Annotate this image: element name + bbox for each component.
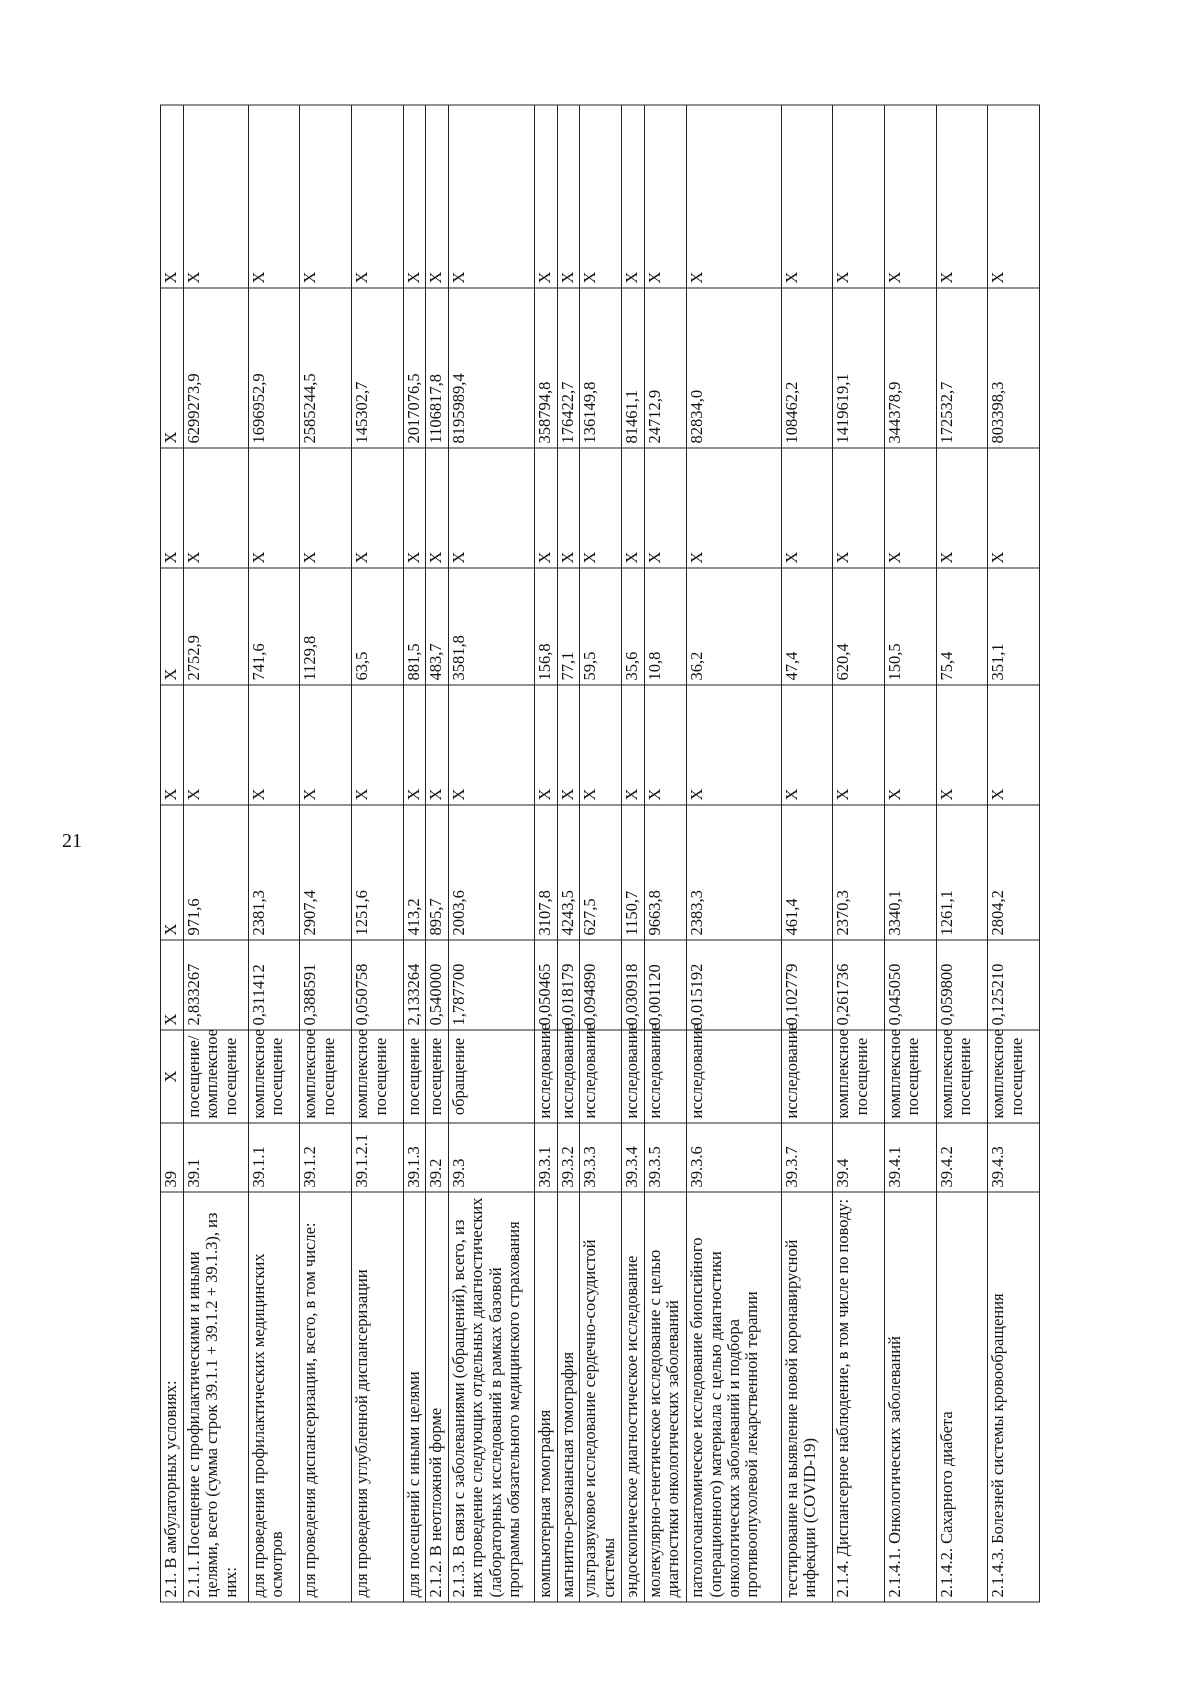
cell-cost: 2383,3 (687, 805, 782, 940)
cell-name: 2.1.4.2. Сахарного диабета (936, 1192, 988, 1602)
cell-c1: Х (781, 685, 833, 805)
cell-c3: Х (535, 448, 558, 568)
cell-c5: Х (248, 105, 300, 288)
cell-c3: Х (183, 448, 248, 568)
cell-c1: Х (535, 685, 558, 805)
cell-code: 39 (161, 1123, 184, 1192)
cell-c3: Х (580, 448, 622, 568)
cell-c4: 1106817,8 (426, 288, 449, 448)
cell-c5: Х (645, 105, 687, 288)
cell-code: 39.3.3 (580, 1123, 622, 1192)
cell-name: для проведения профилактических медицинских осмотров (248, 1192, 300, 1602)
cell-c2: 881,5 (403, 568, 426, 685)
cell-c4: 82834,0 (687, 288, 782, 448)
cell-name: для проведения углубленной диспансеризации (352, 1192, 404, 1602)
cell-c5: Х (580, 105, 622, 288)
cell-c5: Х (833, 105, 885, 288)
cell-c5: Х (352, 105, 404, 288)
cell-c3: Х (833, 448, 885, 568)
cell-c5: Х (622, 105, 645, 288)
cell-unit: комплексное посещение (300, 1030, 352, 1123)
cell-c2: 75,4 (936, 568, 988, 685)
cell-c4: 358794,8 (535, 288, 558, 448)
cell-cost: 971,6 (183, 805, 248, 940)
cell-unit: комплексное посещение (936, 1030, 988, 1123)
cell-c3: Х (426, 448, 449, 568)
cell-code: 39.3.1 (535, 1123, 558, 1192)
cell-c2: 63,5 (352, 568, 404, 685)
table-row (645, 105, 687, 1602)
cell-c4: 1419619,1 (833, 288, 885, 448)
cell-c5: Х (988, 105, 1040, 288)
cell-norm: 0,045050 (885, 940, 937, 1030)
cell-c1: Х (622, 685, 645, 805)
cell-norm: 0,311412 (248, 940, 300, 1030)
cell-name: для проведения диспансеризации, всего, в том числе: (300, 1192, 352, 1602)
cell-cost: 413,2 (403, 805, 426, 940)
cell-c3: Х (781, 448, 833, 568)
cell-c5: Х (936, 105, 988, 288)
cell-c2: 36,2 (687, 568, 782, 685)
cell-c4: 172532,7 (936, 288, 988, 448)
cell-c1: Х (448, 685, 534, 805)
cell-code: 39.1.1 (248, 1123, 300, 1192)
cell-code: 39.3.4 (622, 1123, 645, 1192)
cell-c5: Х (300, 105, 352, 288)
cell-unit: обращение (448, 1030, 534, 1123)
cell-name: патологоанатомическое исследование биопсийного (операционного) материала с целью диагностики онкологических заболеваний и подбора противоопухолевой лекарственной терапии (687, 1192, 782, 1602)
cell-cost: 3107,8 (535, 805, 558, 940)
cell-c1: Х (161, 685, 184, 805)
cell-c3: Х (885, 448, 937, 568)
cell-cost: 1261,1 (936, 805, 988, 940)
cell-c2: 59,5 (580, 568, 622, 685)
cell-name: 2.1.4.1. Онкологических заболеваний (885, 1192, 937, 1602)
cell-c4: 344378,9 (885, 288, 937, 448)
cell-norm: 0,540000 (426, 940, 449, 1030)
cell-c4: 803398,3 (988, 288, 1040, 448)
cell-code: 39.3.5 (645, 1123, 687, 1192)
cell-c4: 81461,1 (622, 288, 645, 448)
cell-norm: 0,018179 (557, 940, 580, 1030)
cell-cost: 895,7 (426, 805, 449, 940)
cell-c5: Х (161, 105, 184, 288)
cell-unit: исследование (645, 1030, 687, 1123)
cell-cost: 2381,3 (248, 805, 300, 940)
table-row (161, 105, 184, 1602)
cell-c1: Х (988, 685, 1040, 805)
cell-c5: Х (403, 105, 426, 288)
cell-c5: Х (535, 105, 558, 288)
cell-cost: 9663,8 (645, 805, 687, 940)
cell-c3: Х (248, 448, 300, 568)
cell-unit: исследование (557, 1030, 580, 1123)
cell-c3: Х (300, 448, 352, 568)
cell-c5: Х (183, 105, 248, 288)
cell-name: 2.1. В амбулаторных условиях: (161, 1192, 184, 1602)
table-row (936, 105, 988, 1602)
cell-c1: Х (936, 685, 988, 805)
cell-code: 39.1 (183, 1123, 248, 1192)
cell-c1: Х (300, 685, 352, 805)
cell-c4: 176422,7 (557, 288, 580, 448)
cell-c5: Х (426, 105, 449, 288)
cell-c4: 8195989,4 (448, 288, 534, 448)
cell-c2: Х (161, 568, 184, 685)
cell-c5: Х (885, 105, 937, 288)
cell-unit: комплексное посещение (248, 1030, 300, 1123)
cell-norm: 2,833267 (183, 940, 248, 1030)
cell-unit: комплексное посещение (885, 1030, 937, 1123)
cell-c3: Х (988, 448, 1040, 568)
cell-c3: Х (448, 448, 534, 568)
cell-c4: 6299273,9 (183, 288, 248, 448)
cell-c3: Х (352, 448, 404, 568)
cell-norm: 0,388591 (300, 940, 352, 1030)
cell-c4: 24712,9 (645, 288, 687, 448)
cell-norm: 0,001120 (645, 940, 687, 1030)
cell-code: 39.1.2.1 (352, 1123, 404, 1192)
table-row (248, 105, 300, 1602)
cell-c2: 150,5 (885, 568, 937, 685)
cell-c1: Х (248, 685, 300, 805)
cell-c2: 351,1 (988, 568, 1040, 685)
cell-cost: 2370,3 (833, 805, 885, 940)
cell-c2: 483,7 (426, 568, 449, 685)
cell-unit: посещение (403, 1030, 426, 1123)
cell-unit: исследование (781, 1030, 833, 1123)
table-row (426, 105, 449, 1602)
cell-unit: посещение (426, 1030, 449, 1123)
cell-c2: 10,8 (645, 568, 687, 685)
cell-code: 39.4 (833, 1123, 885, 1192)
cell-c2: 77,1 (557, 568, 580, 685)
cell-norm: Х (161, 940, 184, 1030)
cell-norm: 0,125210 (988, 940, 1040, 1030)
table-row (885, 105, 937, 1602)
cell-cost: 3340,1 (885, 805, 937, 940)
cell-code: 39.4.2 (936, 1123, 988, 1192)
cell-code: 39.1.3 (403, 1123, 426, 1192)
cell-name: 2.1.4. Диспансерное наблюдение, в том числе по поводу: (833, 1192, 885, 1602)
cell-name: для посещений с иными целями (403, 1192, 426, 1602)
cell-c2: 741,6 (248, 568, 300, 685)
cell-c5: Х (687, 105, 782, 288)
cell-c5: Х (557, 105, 580, 288)
cell-c2: 47,4 (781, 568, 833, 685)
cell-name: тестирование на выявление новой коронавирусной инфекции (COVID-19) (781, 1192, 833, 1602)
cell-name: 2.1.2. В неотложной форме (426, 1192, 449, 1602)
table-row (687, 105, 782, 1602)
table-row (781, 105, 833, 1602)
table-row (557, 105, 580, 1602)
cell-c4: 108462,2 (781, 288, 833, 448)
cell-c1: Х (557, 685, 580, 805)
cell-c2: 156,8 (535, 568, 558, 685)
cell-c1: Х (352, 685, 404, 805)
cell-name: 2.1.4.3. Болезней системы кровообращения (988, 1192, 1040, 1602)
cell-c1: Х (183, 685, 248, 805)
cell-cost: 627,5 (580, 805, 622, 940)
cell-norm: 0,261736 (833, 940, 885, 1030)
table-row (403, 105, 426, 1602)
cell-unit: исследование (687, 1030, 782, 1123)
cell-c1: Х (645, 685, 687, 805)
cell-code: 39.4.1 (885, 1123, 937, 1192)
cell-c5: Х (781, 105, 833, 288)
cell-c1: Х (833, 685, 885, 805)
cell-norm: 2,133264 (403, 940, 426, 1030)
cell-norm: 0,102779 (781, 940, 833, 1030)
cell-cost: 2907,4 (300, 805, 352, 940)
cell-cost: 1150,7 (622, 805, 645, 940)
cell-c2: 35,6 (622, 568, 645, 685)
cell-code: 39.4.3 (988, 1123, 1040, 1192)
cell-c2: 3581,8 (448, 568, 534, 685)
table-row (535, 105, 558, 1602)
rotated-table-container (160, 106, 1040, 1603)
cell-code: 39.2 (426, 1123, 449, 1192)
cell-code: 39.3.7 (781, 1123, 833, 1192)
cell-norm: 1,787700 (448, 940, 534, 1030)
cell-c3: Х (645, 448, 687, 568)
cell-code: 39.3.6 (687, 1123, 782, 1192)
cell-c5: Х (448, 105, 534, 288)
cell-c4: 136149,8 (580, 288, 622, 448)
cell-cost: Х (161, 805, 184, 940)
cell-c1: Х (687, 685, 782, 805)
cell-unit: комплексное посещение (352, 1030, 404, 1123)
cell-c3: Х (687, 448, 782, 568)
cell-unit: Х (161, 1030, 184, 1123)
cell-unit: исследование (622, 1030, 645, 1123)
cell-unit: комплексное посещение (833, 1030, 885, 1123)
cell-c1: Х (580, 685, 622, 805)
cell-unit: исследование (580, 1030, 622, 1123)
cell-cost: 461,4 (781, 805, 833, 940)
cell-c1: Х (885, 685, 937, 805)
cell-norm: 0,094890 (580, 940, 622, 1030)
cell-c3: Х (403, 448, 426, 568)
cell-c3: Х (557, 448, 580, 568)
cell-name: магнитно-резонансная томография (557, 1192, 580, 1602)
cell-unit: посещение/ комплексное посещение (183, 1030, 248, 1123)
cell-name: ультразвуковое исследование сердечно-сосудистой системы (580, 1192, 622, 1602)
cell-name: эндоскопическое диагностическое исследование (622, 1192, 645, 1602)
table-row (580, 105, 622, 1602)
cell-c4: 2585244,5 (300, 288, 352, 448)
cell-c4: 145302,7 (352, 288, 404, 448)
table-row (183, 105, 248, 1602)
cell-c4: 1696952,9 (248, 288, 300, 448)
cell-name: 2.1.1. Посещение с профилактическими и иными целями, всего (сумма строк 39.1.1 + 39.1.2 + 39.1.3), из них: (183, 1192, 248, 1602)
cell-c3: Х (936, 448, 988, 568)
cell-c4: 2017076,5 (403, 288, 426, 448)
table-row (988, 105, 1040, 1602)
cell-c2: 2752,9 (183, 568, 248, 685)
cell-norm: 0,050758 (352, 940, 404, 1030)
cell-c3: Х (161, 448, 184, 568)
cell-norm: 0,030918 (622, 940, 645, 1030)
cell-norm: 0,050465 (535, 940, 558, 1030)
table-row (300, 105, 352, 1602)
cell-name: компьютерная томография (535, 1192, 558, 1602)
cell-name: молекулярно-генетическое исследование с целью диагностики онкологических заболеваний (645, 1192, 687, 1602)
cell-cost: 1251,6 (352, 805, 404, 940)
cell-unit: исследование (535, 1030, 558, 1123)
table-row (352, 105, 404, 1602)
cell-norm: 0,015192 (687, 940, 782, 1030)
cell-code: 39.3.2 (557, 1123, 580, 1192)
cell-norm: 0,059800 (936, 940, 988, 1030)
cell-cost: 2003,6 (448, 805, 534, 940)
cell-unit: комплексное посещение (988, 1030, 1040, 1123)
cell-c1: Х (426, 685, 449, 805)
data-table (160, 105, 1040, 1603)
table-row (622, 105, 645, 1602)
page-number: 21 (62, 830, 82, 852)
cell-code: 39.1.2 (300, 1123, 352, 1192)
cell-c1: Х (403, 685, 426, 805)
table-row (833, 105, 885, 1602)
cell-code: 39.3 (448, 1123, 534, 1192)
cell-cost: 4243,5 (557, 805, 580, 940)
cell-c4: Х (161, 288, 184, 448)
cell-c2: 620,4 (833, 568, 885, 685)
table-body (161, 105, 1040, 1602)
cell-cost: 2804,2 (988, 805, 1040, 940)
table-row (448, 105, 534, 1602)
cell-c3: Х (622, 448, 645, 568)
cell-name: 2.1.3. В связи с заболеваниями (обращений), всего, из них проведение следующих отдельных диагностических (лабораторных исследований в рамках базовой программы обязательного медицинского страхования (448, 1192, 534, 1602)
cell-c2: 1129,8 (300, 568, 352, 685)
